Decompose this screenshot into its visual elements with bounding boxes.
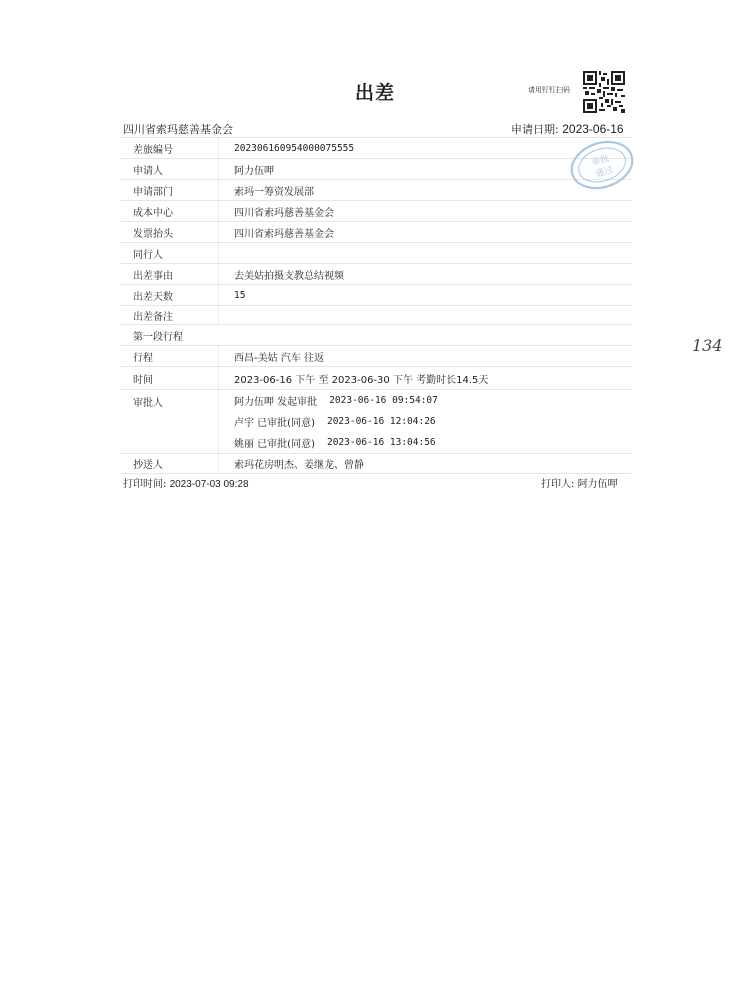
field-label: 出差备注	[133, 311, 173, 323]
document-title: 出差	[354, 82, 395, 104]
stamp-text-top: 审批	[590, 153, 611, 169]
stamp-text-bottom: 通过	[594, 165, 615, 181]
print-time-value: 2023-07-03 09:28	[169, 479, 249, 490]
field-label: 行程	[133, 352, 153, 364]
section-title: 第一段行程	[133, 331, 183, 343]
field-value: 阿力伍呷	[218, 159, 632, 179]
field-row-invoice-title	[120, 222, 632, 243]
field-value: 2023-06-16 下午 至 2023-06-30 下午 考勤时长14.5天	[218, 367, 632, 389]
approved-stamp-icon	[565, 136, 639, 194]
organization-name: 四川省索玛慈善基金会	[123, 123, 233, 136]
field-row-cc	[120, 454, 632, 474]
approval-time: 2023-06-16 09:54:07	[329, 395, 438, 406]
field-row-approvers	[120, 390, 632, 454]
field-label: 出差事由	[133, 270, 173, 282]
field-value: 索玛一筹资发展部	[218, 180, 632, 200]
print-time-label: 打印时间:	[123, 479, 167, 490]
qr-code-icon	[583, 71, 625, 113]
field-value: 西昌-美姑 汽车 往返	[218, 346, 632, 366]
field-row-applicant	[120, 159, 632, 180]
field-label: 时间	[133, 374, 153, 386]
field-value: 四川省索玛慈善基金会	[218, 201, 632, 221]
field-label: 差旅编号	[133, 144, 173, 156]
field-value: 去美姑拍摄支教总结视频	[218, 264, 632, 284]
section-row-trip-segment	[120, 325, 632, 346]
field-label: 成本中心	[133, 207, 173, 219]
field-label: 同行人	[133, 249, 163, 261]
field-label: 申请部门	[133, 186, 173, 198]
approval-action: 姚丽 已审批(同意)	[234, 439, 315, 450]
field-row-route	[120, 346, 632, 367]
approval-action: 卢宇 已审批(同意)	[234, 418, 315, 429]
field-label: 抄送人	[133, 460, 163, 471]
field-value	[218, 243, 632, 263]
handwritten-margin-note: 134	[692, 336, 723, 355]
qr-hint: 请用钉钉扫码	[528, 86, 570, 94]
approval-time: 2023-06-16 13:04:56	[326, 437, 436, 448]
field-row-trip-number	[120, 138, 632, 159]
printer-value: 阿力伍呷	[577, 479, 618, 490]
field-label: 审批人	[133, 398, 163, 409]
field-label: 发票抬头	[133, 228, 173, 240]
apply-date-label: 申请日期:	[511, 123, 559, 136]
field-row-companions	[120, 243, 632, 264]
printer-label: 打印人:	[541, 479, 575, 490]
field-label: 出差天数	[133, 291, 173, 303]
trip-form-table	[120, 137, 632, 474]
field-value: 202306160954000075555	[218, 138, 632, 158]
field-row-reason	[120, 264, 632, 285]
print-time	[123, 475, 249, 490]
approval-time: 2023-06-16 12:04:26	[326, 416, 436, 427]
approval-item	[234, 390, 632, 411]
field-row-days	[120, 285, 632, 306]
field-value: 四川省索玛慈善基金会	[218, 222, 632, 242]
approval-item	[234, 411, 632, 432]
apply-date-value: 2023-06-16	[562, 122, 624, 136]
field-row-remarks	[120, 306, 632, 325]
field-row-department	[120, 180, 632, 201]
apply-date	[511, 121, 624, 137]
field-value	[218, 306, 632, 324]
field-value: 15	[218, 285, 632, 305]
approval-list	[218, 390, 632, 453]
printer	[541, 475, 618, 490]
field-row-cost-center	[120, 201, 632, 222]
field-value: 索玛花房明杰、姜继龙、曾静	[218, 454, 632, 473]
field-label: 申请人	[133, 165, 163, 177]
approval-item	[234, 432, 632, 453]
field-row-time	[120, 367, 632, 390]
approval-action: 阿力伍呷 发起审批	[234, 397, 318, 408]
